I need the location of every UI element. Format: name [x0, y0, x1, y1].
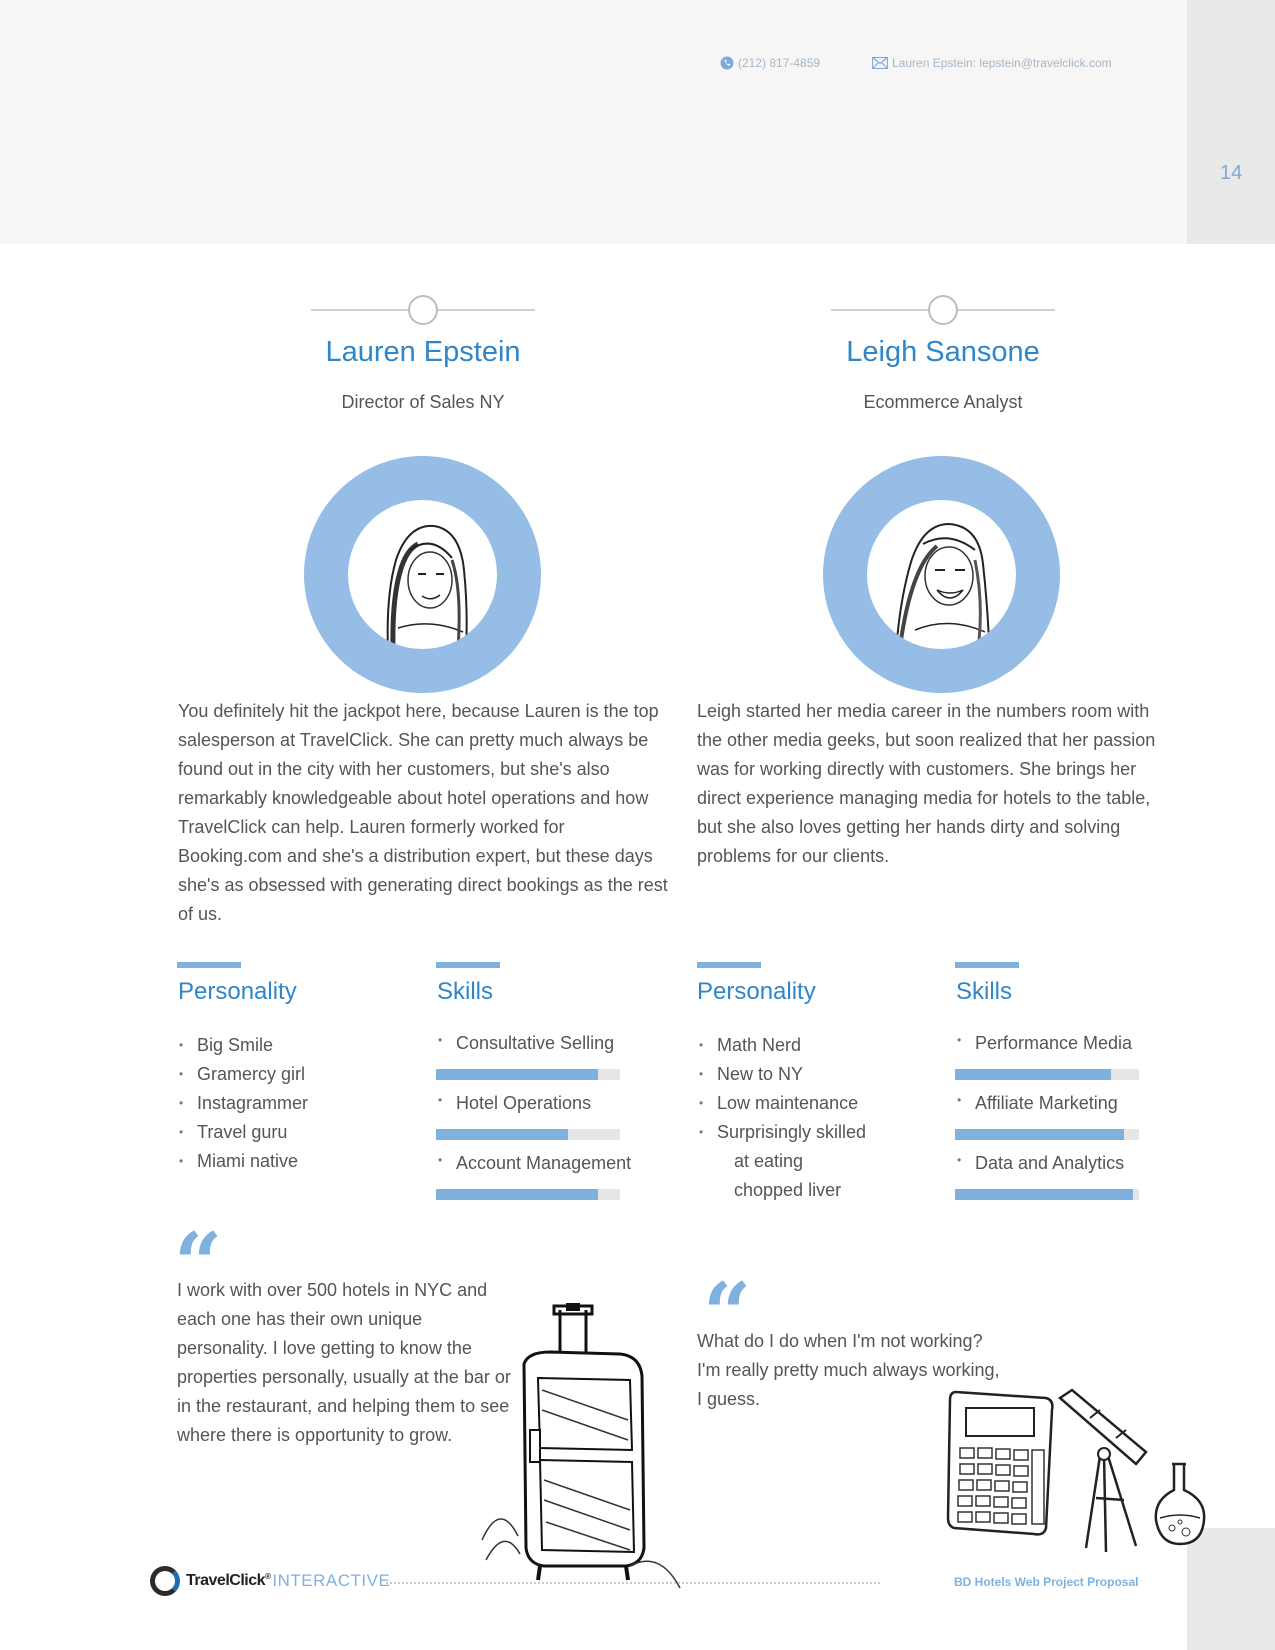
list-item: • Travel guru	[177, 1118, 308, 1147]
skill-item	[436, 1153, 666, 1174]
portrait-lauren	[348, 500, 497, 649]
skill-track	[436, 1069, 620, 1080]
personality-list	[177, 1031, 308, 1176]
skill-level-bar	[955, 1069, 1111, 1080]
list-item-continuation: chopped liver	[734, 1180, 842, 1200]
list-item: • Math Nerd	[697, 1031, 866, 1060]
phone-number: (212) 817-4859	[738, 56, 821, 70]
logo-brand: TravelClick®	[186, 1572, 271, 1589]
email-address: Lauren Epstein: lepstein@travelclick.com	[892, 56, 1112, 70]
list-item-continuation: at eating	[734, 1151, 804, 1171]
person-name: Lauren Epstein	[325, 336, 521, 368]
skill-item	[955, 1093, 1185, 1114]
list-item: • Miami native	[177, 1147, 308, 1176]
skill-level-bar	[436, 1129, 568, 1140]
portrait-ring	[304, 456, 541, 693]
list-item: • Instagrammer	[177, 1089, 308, 1118]
header-band	[0, 0, 1187, 244]
skill-label: • Account Management	[436, 1153, 666, 1174]
document-title: BD Hotels Web Project Proposal	[954, 1575, 1139, 1589]
divider-ornament	[831, 295, 1055, 325]
skill-item	[955, 1033, 1185, 1054]
travelclick-logo	[150, 1566, 390, 1596]
personality-heading: Personality	[697, 978, 816, 1005]
mail-icon	[872, 57, 888, 69]
portrait-leigh	[867, 500, 1016, 649]
phone-icon	[720, 56, 734, 70]
skill-item	[436, 1033, 666, 1054]
section-bar	[697, 962, 761, 968]
list-item: • Gramercy girl	[177, 1060, 308, 1089]
person-role: Ecommerce Analyst	[863, 392, 1023, 412]
quote-icon: “	[703, 1264, 752, 1363]
divider-ornament	[311, 295, 535, 325]
skill-level-bar	[436, 1189, 598, 1200]
portrait-ring	[823, 456, 1060, 693]
list-item: • Surprisingly skilled	[697, 1118, 866, 1147]
logo-sub: INTERACTIVE	[272, 1571, 391, 1590]
bio-text: Leigh started her media career in the numbers room with the other media geeks, but soon realized that her passion was for working directly with customers. She brings her direct experience managing media for hotels to the table, but she also loves getting her hands dirty and solving problems for our clients.	[697, 701, 1156, 866]
skill-track	[955, 1069, 1139, 1080]
skill-label: • Consultative Selling	[436, 1033, 666, 1054]
skill-item	[436, 1093, 666, 1114]
skill-item	[955, 1153, 1185, 1174]
quote-text: I work with over 500 hotels in NYC and each one has their own unique personality. I love getting to know the properties personally, usually at the bar or in the restaurant, and helping them to see where there is opportunity to grow.	[177, 1280, 511, 1445]
calculator-icon	[946, 1388, 1060, 1538]
skill-track	[436, 1129, 620, 1140]
skill-level-bar	[955, 1129, 1124, 1140]
skill-label: • Data and Analytics	[955, 1153, 1185, 1174]
skill-label: • Affiliate Marketing	[955, 1093, 1185, 1114]
skills-heading: Skills	[437, 978, 494, 1005]
telescope-icon	[1050, 1388, 1160, 1558]
personality-heading: Personality	[178, 978, 297, 1005]
skills-heading: Skills	[956, 978, 1013, 1005]
skill-track	[955, 1189, 1139, 1200]
personality-list	[697, 1031, 866, 1205]
footer-divider	[386, 1582, 880, 1584]
list-item: • Big Smile	[177, 1031, 308, 1060]
skill-level-bar	[436, 1069, 598, 1080]
flask-icon	[1150, 1460, 1210, 1550]
list-item: • New to NY	[697, 1060, 866, 1089]
section-bar	[436, 962, 500, 968]
list-item: • Low maintenance	[697, 1089, 866, 1118]
quote-text: What do I do when I'm not working? I'm really pretty much always working, I guess.	[697, 1331, 1000, 1409]
skill-track	[955, 1129, 1139, 1140]
quote-icon: “	[174, 1214, 223, 1313]
section-bar	[177, 962, 241, 968]
skill-label: • Performance Media	[955, 1033, 1185, 1054]
email-contact	[872, 56, 1112, 70]
logo-ring-icon	[150, 1566, 180, 1596]
suitcase-icon	[480, 1300, 700, 1590]
person-name: Leigh Sansone	[846, 336, 1040, 368]
bio-text: You definitely hit the jackpot here, because Lauren is the top salesperson at TravelClick. She can pretty much always be found out in the city with her customers, but she's also remarkably knowledgeable about hotel operations and how TravelClick can help. Lauren formerly worked for Booking.com and she's a distribution expert, but these days she's as obsessed with generating direct bookings as the rest of us.	[178, 701, 668, 924]
skill-label: • Hotel Operations	[436, 1093, 666, 1114]
page-tab	[1187, 0, 1275, 244]
skill-track	[436, 1189, 620, 1200]
section-bar	[955, 962, 1019, 968]
skill-level-bar	[955, 1189, 1133, 1200]
phone-contact	[720, 56, 820, 70]
page-number: 14	[1220, 162, 1243, 184]
person-role: Director of Sales NY	[341, 392, 505, 412]
